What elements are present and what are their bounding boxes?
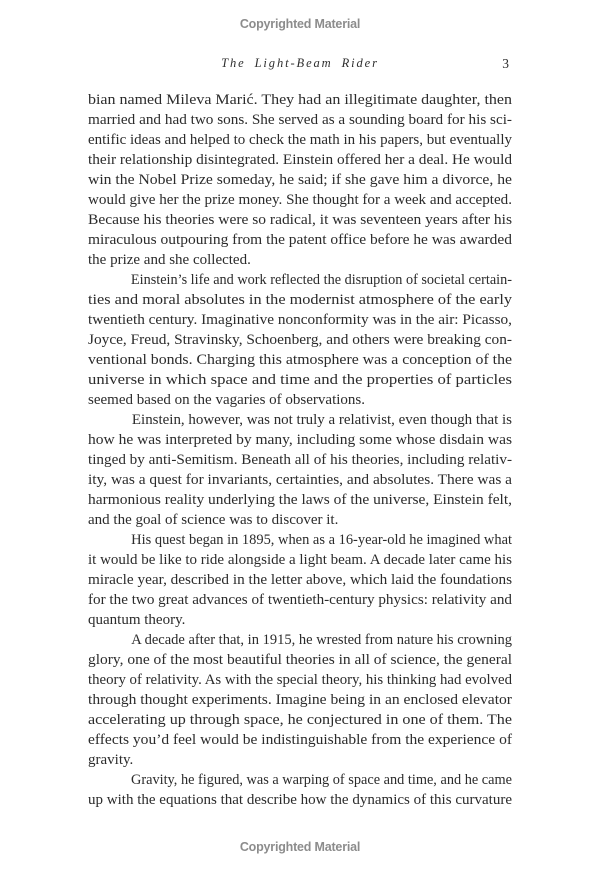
text-line: Gravity, he figured, was a warping of space and time, and he came [130,772,513,788]
text-line: effects you’d feel would be indistinguishable from the experience of [88,732,512,748]
text-line: miraculous outpouring from the patent office before he was awarded [88,232,512,248]
text-line: Because his theories were so radical, it was seventeen years after his [88,212,512,228]
copyright-notice-top: Copyrighted Material [239,17,361,31]
text-line: His quest began in 1895, when as a 16-year-old he imagined what [131,532,512,548]
text-line: bian named Mileva Marić. They had an illegitimate daughter, then [88,92,512,108]
text-line: how he was interpreted by many, including some whose disdain was [88,432,512,448]
text-line: theory of relativity. As with the special theory, his thinking had evolved [88,672,512,688]
paragraph [88,410,512,530]
paragraph [88,530,512,630]
text-line: gravity. [88,752,134,768]
page-number: 3 [502,56,509,71]
text-line: it would be like to ride alongside a light beam. A decade later came his [88,552,512,568]
text-line: miracle year, described in the letter above, which laid the foundations [88,572,512,588]
paragraph [88,630,512,770]
text-line: and the goal of science was to discover it. [88,512,339,528]
text-line: Einstein’s life and work reflected the disruption of societal certain- [130,272,513,288]
paragraph [88,90,512,270]
text-line: ity, was a quest for invariants, certainties, and absolutes. There was a [88,472,512,488]
text-line: through thought experiments. Imagine being in an enclosed elevator [88,692,512,708]
text-line: their relationship disintegrated. Einstein offered her a deal. He would [88,152,512,168]
text-line: harmonious reality underlying the laws of the universe, Einstein felt, [88,492,512,508]
text-line: win the Nobel Prize someday, he said; if she gave him a divorce, he [88,172,512,188]
copyright-notice-bottom: Copyrighted Material [239,840,361,854]
text-line: A decade after that, in 1915, he wrested from nature his crowning [131,632,512,648]
text-line: for the two great advances of twentieth-century physics: relativity and [88,592,512,608]
text-line: twentieth century. Imaginative nonconformity was in the air: Picasso, [88,312,512,328]
page-header [88,56,512,72]
body-text [88,90,512,810]
text-line: tinged by anti-Semitism. Beneath all of his theories, including relativ- [88,452,512,468]
text-line: accelerating up through space, he conjectured in one of them. The [88,712,512,728]
paragraph [88,270,512,410]
text-line: ties and moral absolutes in the modernist atmosphere of the early [88,292,512,308]
text-line: universe in which space and time and the properties of particles [88,372,512,388]
text-line: up with the equations that describe how the dynamics of this curvature [88,792,512,808]
text-line: would give her the prize money. She thought for a week and accepted. [88,192,512,208]
paragraph [88,770,512,810]
text-line: entific ideas and helped to check the math in his papers, but eventually [88,132,512,148]
running-head: The Light-Beam Rider [221,56,379,70]
text-line: the prize and she collected. [88,252,251,268]
text-line: Joyce, Freud, Stravinsky, Schoenberg, and others were breaking con- [88,332,512,348]
text-line: Einstein, however, was not truly a relativist, even though that is [131,412,512,428]
text-line: ventional bonds. Charging this atmosphere was a conception of the [88,352,512,368]
text-line: quantum theory. [88,612,186,628]
text-line: seemed based on the vagaries of observations. [88,392,365,408]
text-line: married and had two sons. She served as a sounding board for his sci- [88,112,512,128]
text-line: glory, one of the most beautiful theories in all of science, the general [88,652,512,668]
